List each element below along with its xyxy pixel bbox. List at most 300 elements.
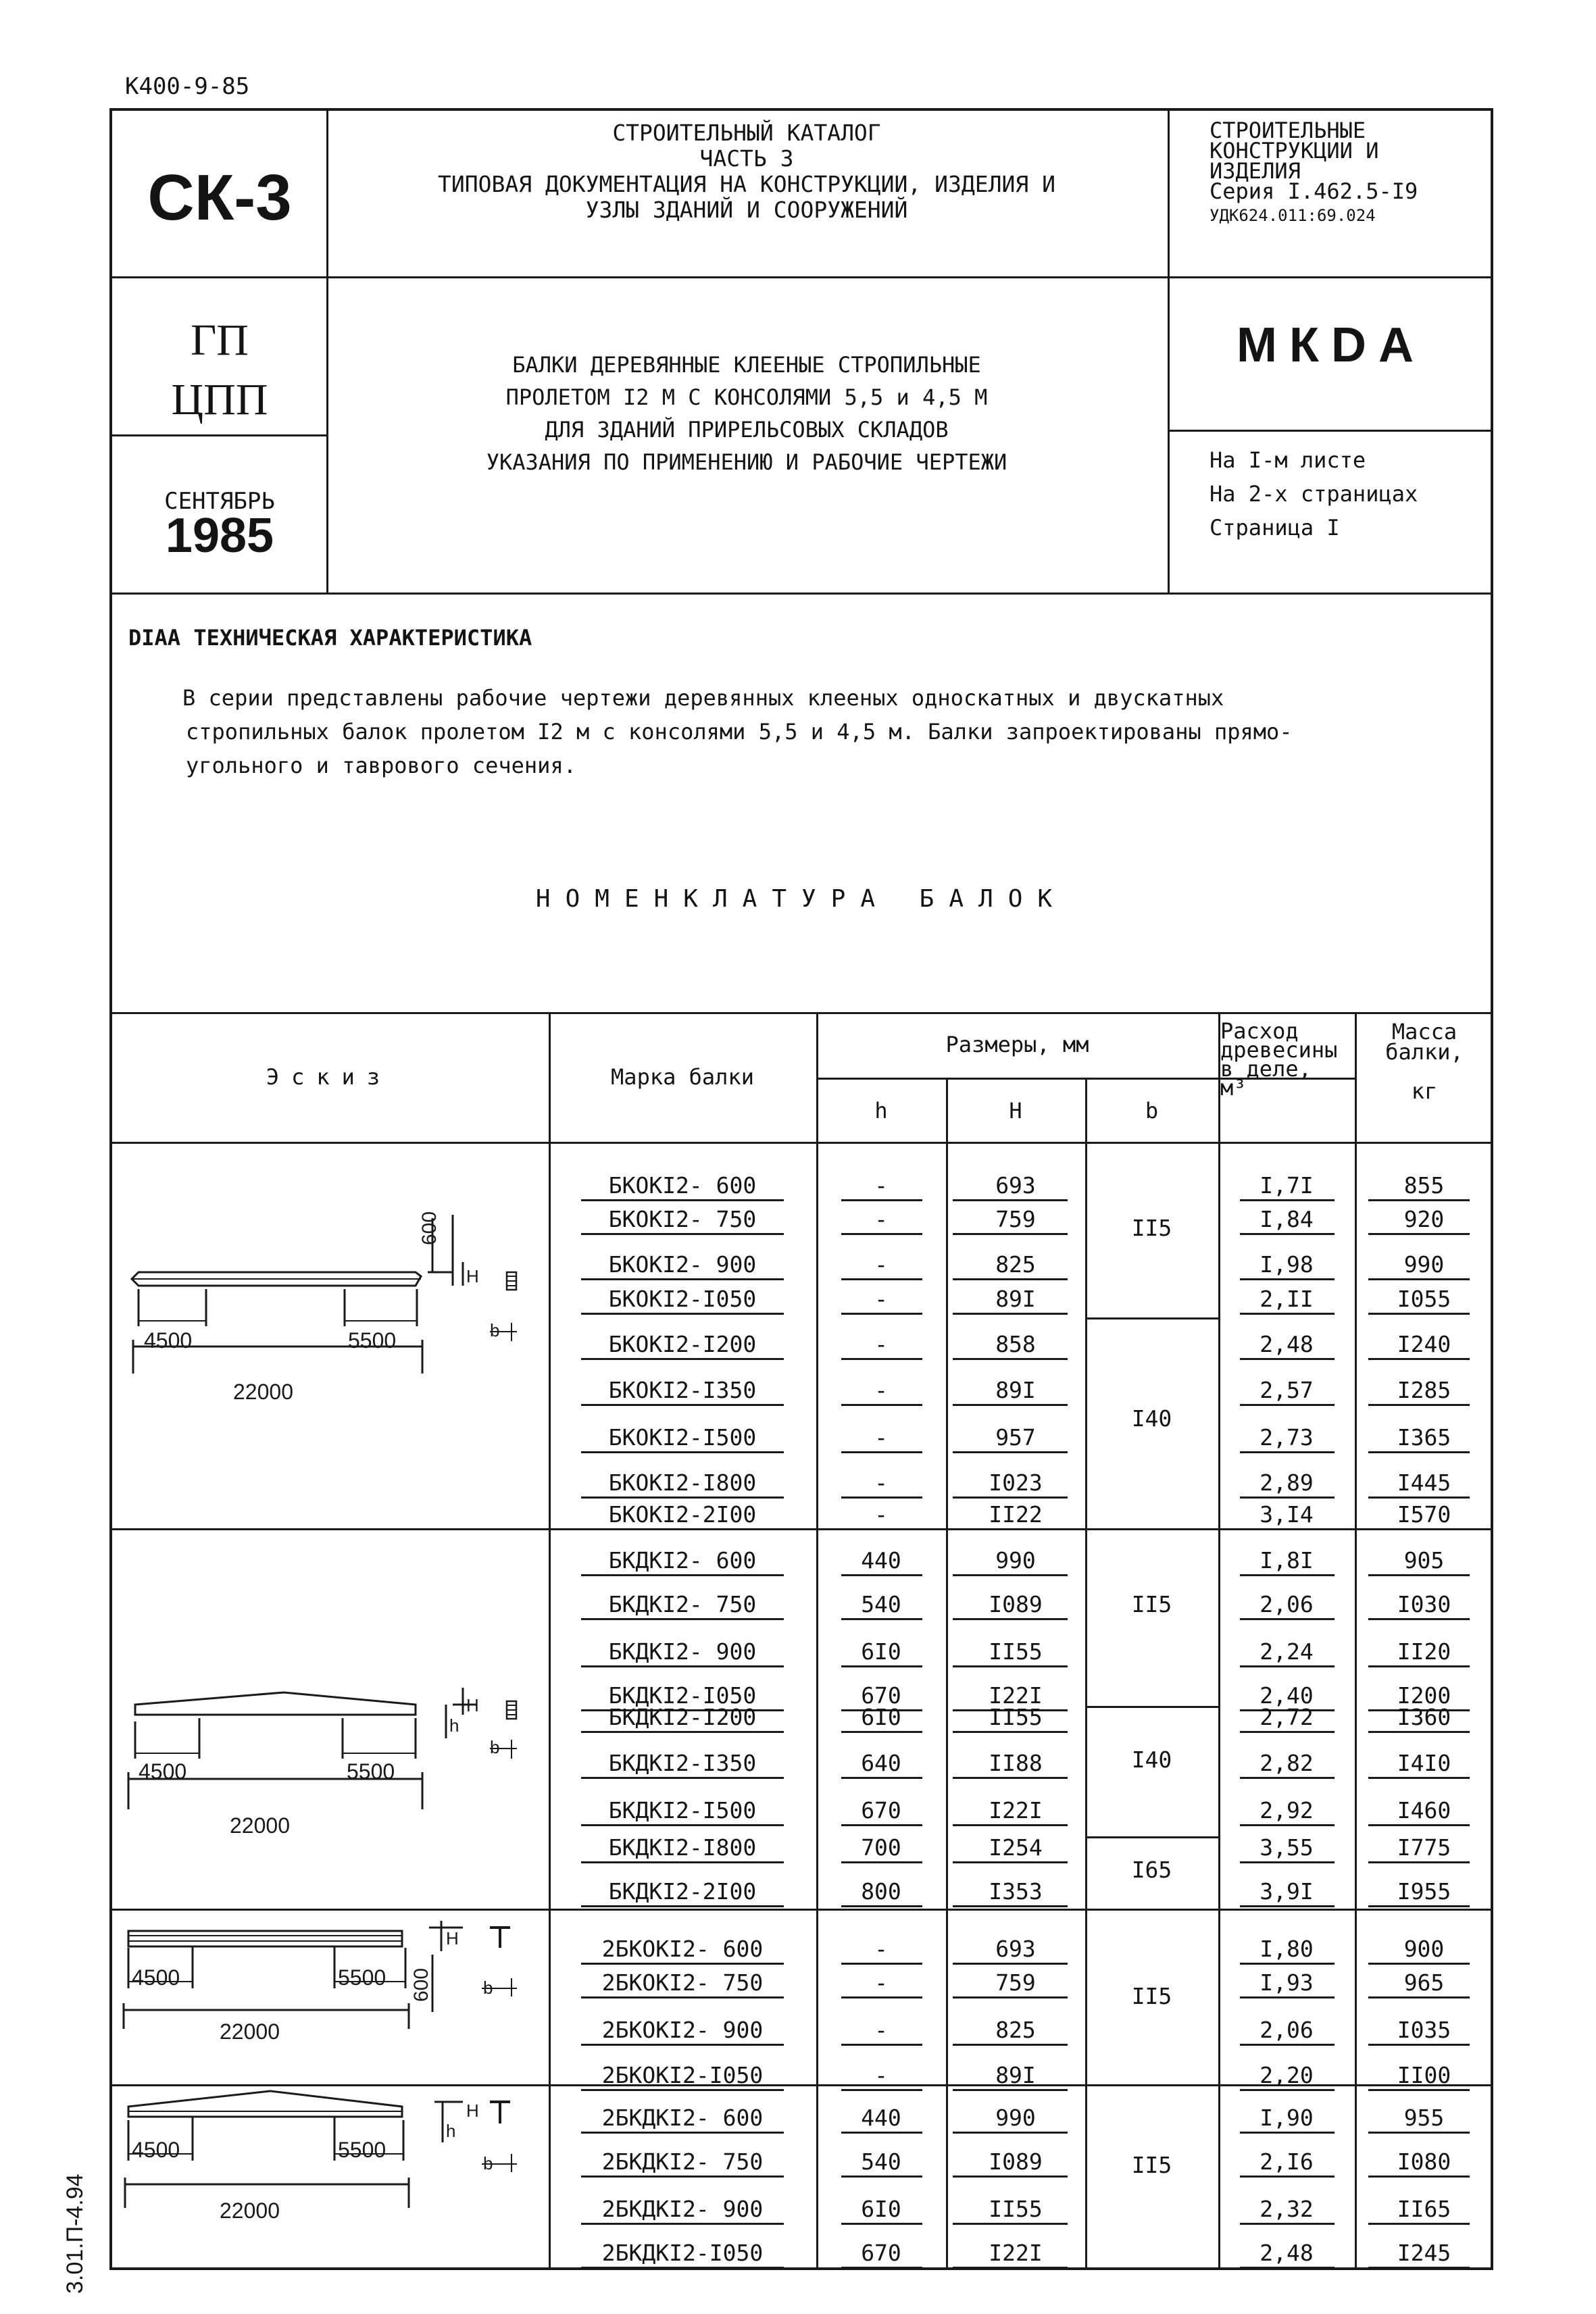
row-rule bbox=[1240, 1824, 1335, 1826]
row-rule bbox=[841, 1574, 922, 1576]
cell-h: 6I0 bbox=[861, 1704, 901, 1730]
row-rule bbox=[1368, 1618, 1470, 1620]
row-rule bbox=[1368, 1404, 1470, 1406]
row-rule bbox=[581, 2132, 784, 2134]
section-heading: DIAA ТЕХНИЧЕСКАЯ ХАРАКТЕРИСТИКА bbox=[128, 625, 532, 651]
cell-h: - bbox=[874, 1251, 888, 1278]
header-volume-3: в деле, bbox=[1220, 1056, 1312, 1082]
row-rule bbox=[953, 2267, 1068, 2269]
catalog-code: МКDA bbox=[1237, 318, 1426, 372]
cell-mass: I4I0 bbox=[1397, 1750, 1451, 1776]
row-rule bbox=[1240, 1574, 1335, 1576]
cell-h: - bbox=[874, 1424, 888, 1451]
row-rule bbox=[841, 1404, 922, 1406]
sheet-line-2: На 2-х страницах bbox=[1210, 481, 1418, 507]
cell-h: 670 bbox=[861, 1797, 901, 1823]
header-b: b bbox=[1145, 1098, 1159, 1124]
cell-h: 640 bbox=[861, 1750, 901, 1776]
cell-h: 800 bbox=[861, 1878, 901, 1905]
title-line-1: БАЛКИ ДЕРЕВЯННЫЕ КЛЕЕНЫЕ СТРОПИЛЬНЫЕ bbox=[512, 352, 981, 378]
row-rule bbox=[953, 1731, 1068, 1733]
cell-H: 89I bbox=[995, 1377, 1036, 1403]
title-line-2: ПРОЛЕТОМ I2 М С КОНСОЛЯМИ 5,5 и 4,5 М bbox=[505, 384, 988, 410]
series-block bbox=[1210, 120, 1480, 226]
row-rule bbox=[841, 1358, 922, 1360]
row-rule bbox=[841, 1665, 922, 1667]
bgroup-rule-2 bbox=[1085, 1706, 1218, 1708]
sketch-4-left: 4500 bbox=[132, 2138, 180, 2162]
row-rule bbox=[581, 1404, 784, 1406]
gp-label bbox=[111, 311, 328, 430]
cell-mass: I200 bbox=[1397, 1682, 1451, 1709]
row-rule bbox=[953, 1777, 1068, 1779]
description-cont bbox=[186, 715, 1456, 782]
cell-mark: БКОКI2-I500 bbox=[608, 1424, 757, 1451]
cell-H: 990 bbox=[995, 2105, 1036, 2131]
cell-volume: 2,72 bbox=[1260, 1704, 1314, 1730]
row-rule bbox=[953, 1199, 1068, 1201]
cell-mass: I080 bbox=[1397, 2148, 1451, 2175]
cell-H: 990 bbox=[995, 1547, 1036, 1574]
cell-H: I22I bbox=[989, 1682, 1043, 1709]
sketch-2-left: 4500 bbox=[139, 1759, 187, 1784]
row-rule bbox=[1368, 1313, 1470, 1315]
udk-code: УДК624.011:69.024 bbox=[1210, 206, 1376, 225]
row-rule bbox=[581, 1905, 784, 1907]
row-rule bbox=[1368, 1824, 1470, 1826]
header-mark: Марка балки bbox=[611, 1064, 754, 1090]
row-rule bbox=[581, 1777, 784, 1779]
sketch-2-beam bbox=[128, 1688, 517, 1809]
header-volume-1: Расход bbox=[1220, 1018, 1299, 1044]
series-line-4: Серия I.462.5-I9 bbox=[1210, 178, 1418, 204]
cell-volume: I,7I bbox=[1260, 1172, 1314, 1199]
cell-mark: 2БКОКI2- 600 bbox=[601, 1936, 764, 1962]
catalog-title bbox=[328, 120, 1166, 223]
row-rule bbox=[581, 1496, 784, 1499]
cell-volume: 2,06 bbox=[1260, 2017, 1314, 2043]
description-line-3: угольного и таврового сечения. bbox=[186, 753, 576, 778]
cell-mass: 955 bbox=[1403, 2105, 1445, 2131]
b-group-5: I65 bbox=[1131, 1857, 1172, 1883]
row-rule bbox=[841, 1233, 922, 1235]
cell-H: 858 bbox=[995, 1331, 1036, 1357]
row-rule bbox=[1240, 1905, 1335, 1907]
header-h: h bbox=[874, 1098, 888, 1124]
cell-mark: 2БКДКI2- 750 bbox=[601, 2148, 764, 2175]
sketch-1-right: 5500 bbox=[348, 1328, 397, 1353]
row-rule bbox=[1368, 2132, 1470, 2134]
row-rule bbox=[1368, 1233, 1470, 1235]
row-rule bbox=[581, 1731, 784, 1733]
cell-volume: I,93 bbox=[1260, 1969, 1314, 1996]
cell-mass: 920 bbox=[1403, 1206, 1445, 1232]
sketch-3-b: b bbox=[483, 1978, 493, 1998]
cell-mark: БКДКI2-2I00 bbox=[608, 1878, 757, 1905]
sketch-3-span: 22000 bbox=[220, 2019, 280, 2044]
cell-H: 89I bbox=[995, 1286, 1036, 1312]
sketch-3-dim: 600 bbox=[410, 1967, 432, 2002]
cell-H: I089 bbox=[989, 2148, 1043, 2175]
cell-H: 825 bbox=[995, 2017, 1036, 2043]
cell-h: - bbox=[874, 1172, 888, 1199]
row-rule bbox=[1240, 2267, 1335, 2269]
cell-H: 825 bbox=[995, 1251, 1036, 1278]
row-rule bbox=[581, 1574, 784, 1576]
cell-mark: 2БКОКI2- 750 bbox=[601, 1969, 764, 1996]
b-group-2: I40 bbox=[1131, 1405, 1172, 1432]
row-rule bbox=[953, 2175, 1068, 2178]
row-rule bbox=[953, 1358, 1068, 1360]
row-rule bbox=[841, 2132, 922, 2134]
row-rule bbox=[1368, 1996, 1470, 1998]
cell-h: 670 bbox=[861, 1682, 901, 1709]
row-rule bbox=[841, 1777, 922, 1779]
b-group-1: II5 bbox=[1131, 1215, 1172, 1241]
row-rule bbox=[1240, 1358, 1335, 1360]
cell-volume: 2,20 bbox=[1260, 2062, 1314, 2088]
cell-mark: 2БКОКI2- 900 bbox=[601, 2017, 764, 2043]
bgroup-rule-1 bbox=[1085, 1317, 1218, 1319]
row-rule bbox=[581, 1665, 784, 1667]
row-rule bbox=[581, 1963, 784, 1965]
cell-mass: 990 bbox=[1403, 1251, 1445, 1278]
cell-h: - bbox=[874, 2062, 888, 2088]
row-rule bbox=[581, 2175, 784, 2178]
row-rule bbox=[953, 1496, 1068, 1499]
header-mass-3: кг bbox=[1411, 1078, 1438, 1104]
header-volume-2: древесины bbox=[1220, 1037, 1338, 1063]
cell-volume: 2,06 bbox=[1260, 1591, 1314, 1617]
cell-volume: 2,57 bbox=[1260, 1377, 1314, 1403]
row-rule bbox=[1240, 2223, 1335, 2225]
row-rule bbox=[581, 1451, 784, 1453]
cell-volume: 3,9I bbox=[1260, 1878, 1314, 1905]
row-rule bbox=[1368, 1777, 1470, 1779]
issue-month: СЕНТЯБРЬ bbox=[164, 488, 275, 515]
cell-mark: БКОКI2-I200 bbox=[608, 1331, 757, 1357]
cell-volume: I,84 bbox=[1260, 1206, 1314, 1232]
sketch-2-b: b bbox=[490, 1737, 500, 1757]
row-rule bbox=[841, 1905, 922, 1907]
row-rule bbox=[841, 1199, 922, 1201]
cell-mark: БКОКI2- 600 bbox=[608, 1172, 757, 1199]
row-rule bbox=[1240, 1313, 1335, 1315]
row-rule bbox=[841, 1824, 922, 1826]
cell-H: 957 bbox=[995, 1424, 1036, 1451]
cell-mark: БКДКI2-I350 bbox=[608, 1750, 757, 1776]
sketch-1-span: 22000 bbox=[233, 1380, 293, 1404]
gp-line-1: ГП bbox=[191, 316, 249, 365]
sketch-3-H: H bbox=[446, 1928, 459, 1948]
sketch-3-left: 4500 bbox=[132, 1965, 180, 1990]
row-rule bbox=[1240, 1963, 1335, 1965]
cell-volume: 3,I4 bbox=[1260, 1501, 1314, 1528]
b-group-4: I40 bbox=[1131, 1746, 1172, 1773]
row-rule bbox=[1368, 1665, 1470, 1667]
catalog-line-3: ТИПОВАЯ ДОКУМЕНТАЦИЯ НА КОНСТРУКЦИИ, ИЗДЕЛИЯ И bbox=[438, 171, 1055, 197]
sketch-4-b: b bbox=[483, 2153, 493, 2173]
cell-h: - bbox=[874, 1331, 888, 1357]
cell-mark: БКДКI2-I050 bbox=[608, 1682, 757, 1709]
row-rule bbox=[1368, 2223, 1470, 2225]
sketch-1-left: 4500 bbox=[144, 1328, 193, 1353]
sketch-4-span: 22000 bbox=[220, 2198, 280, 2223]
table-col-4 bbox=[1085, 1078, 1087, 2270]
row-rule bbox=[1368, 1528, 1470, 1530]
cell-mark: БКДКI2-I200 bbox=[608, 1704, 757, 1730]
sheet-info bbox=[1210, 443, 1418, 545]
cell-mark: 2БКДКI2- 600 bbox=[601, 2105, 764, 2131]
cell-mark: БКОКI2-2I00 bbox=[608, 1501, 757, 1528]
row-rule bbox=[581, 2044, 784, 2046]
sketch-1-b: b bbox=[490, 1320, 500, 1340]
cell-h: - bbox=[874, 1969, 888, 1996]
row-rule bbox=[841, 2089, 922, 2091]
cell-H: I254 bbox=[989, 1834, 1043, 1861]
cell-h: - bbox=[874, 2017, 888, 2043]
row-rule bbox=[581, 1824, 784, 1826]
header-rule-3 bbox=[1168, 430, 1493, 432]
cell-volume: 2,82 bbox=[1260, 1750, 1314, 1776]
cell-h: 540 bbox=[861, 2148, 901, 2175]
row-rule bbox=[1240, 1777, 1335, 1779]
cell-mark: 2БКДКI2- 900 bbox=[601, 2196, 764, 2222]
row-rule bbox=[953, 1618, 1068, 1620]
cell-mass: I285 bbox=[1397, 1377, 1451, 1403]
row-rule bbox=[841, 2267, 922, 2269]
cell-mass: I035 bbox=[1397, 2017, 1451, 2043]
cell-H: 693 bbox=[995, 1936, 1036, 1962]
catalog-line-1: СТРОИТЕЛЬНЫЙ КАТАЛОГ bbox=[612, 120, 881, 146]
header-rule-2 bbox=[109, 434, 326, 436]
row-rule bbox=[581, 1358, 784, 1360]
header-rule-4 bbox=[109, 593, 1493, 595]
row-rule bbox=[1240, 1278, 1335, 1280]
sketch-4-H: H bbox=[466, 2101, 479, 2121]
row-rule bbox=[841, 1996, 922, 1998]
b-group-7: II5 bbox=[1131, 2152, 1172, 2178]
row-rule bbox=[841, 2175, 922, 2178]
cell-mark: БКОКI2-I350 bbox=[608, 1377, 757, 1403]
row-rule bbox=[953, 1905, 1068, 1907]
cell-H: II22 bbox=[989, 1501, 1043, 1528]
cell-mass: II20 bbox=[1397, 1638, 1451, 1665]
sketch-2-span: 22000 bbox=[230, 1813, 290, 1838]
cell-mass: I955 bbox=[1397, 1878, 1451, 1905]
cell-H: I22I bbox=[989, 1797, 1043, 1823]
row-rule bbox=[1240, 1731, 1335, 1733]
row-rule bbox=[1240, 1404, 1335, 1406]
row-rule bbox=[1368, 2175, 1470, 2178]
row-rule bbox=[581, 1861, 784, 1863]
row-rule bbox=[953, 1404, 1068, 1406]
sketch-3-right: 5500 bbox=[338, 1965, 386, 1990]
cell-H: II55 bbox=[989, 2196, 1043, 2222]
header-mass bbox=[1357, 1019, 1492, 1104]
row-rule bbox=[1368, 1199, 1470, 1201]
cell-h: 6I0 bbox=[861, 2196, 901, 2222]
bgroup-rule-3 bbox=[1085, 1836, 1218, 1838]
cell-volume: 2,73 bbox=[1260, 1424, 1314, 1451]
cell-volume: 2,32 bbox=[1260, 2196, 1314, 2222]
catalog-line-2: ЧАСТЬ 3 bbox=[699, 145, 794, 172]
cell-mark: БКОКI2- 750 bbox=[608, 1206, 757, 1232]
row-rule bbox=[841, 1861, 922, 1863]
cell-H: I353 bbox=[989, 1878, 1043, 1905]
row-rule bbox=[1240, 2044, 1335, 2046]
cell-H: 89I bbox=[995, 2062, 1036, 2088]
document-title bbox=[328, 349, 1166, 478]
row-rule bbox=[1368, 1861, 1470, 1863]
row-rule bbox=[953, 1824, 1068, 1826]
row-rule bbox=[1368, 1496, 1470, 1499]
cell-mass: I570 bbox=[1397, 1501, 1451, 1528]
cell-volume: 2,48 bbox=[1260, 1331, 1314, 1357]
row-rule bbox=[1240, 1618, 1335, 1620]
cell-h: - bbox=[874, 1286, 888, 1312]
cell-H: I089 bbox=[989, 1591, 1043, 1617]
sketch-1-dim: 600 bbox=[418, 1211, 441, 1245]
header-rule-1 bbox=[109, 276, 1493, 278]
cell-volume: 2,92 bbox=[1260, 1797, 1314, 1823]
cell-mass: II65 bbox=[1397, 2196, 1451, 2222]
cell-h: 540 bbox=[861, 1591, 901, 1617]
cell-volume: 2,89 bbox=[1260, 1469, 1314, 1496]
row-rule bbox=[953, 2132, 1068, 2134]
title-line-4: УКАЗАНИЯ ПО ПРИМЕНЕНИЮ И РАБОЧИЕ ЧЕРТЕЖИ bbox=[486, 449, 1007, 475]
row-rule bbox=[953, 2089, 1068, 2091]
gp-line-2: ЦПП bbox=[171, 375, 268, 424]
cell-volume: I,8I bbox=[1260, 1547, 1314, 1574]
cell-volume: 2,48 bbox=[1260, 2240, 1314, 2266]
row-rule bbox=[1368, 1358, 1470, 1360]
cell-H: I023 bbox=[989, 1469, 1043, 1496]
row-rule bbox=[1368, 1731, 1470, 1733]
row-rule bbox=[1240, 1233, 1335, 1235]
row-rule bbox=[581, 1233, 784, 1235]
row-rule bbox=[953, 2044, 1068, 2046]
table-top-rule bbox=[109, 1012, 1493, 1014]
cell-mass: I360 bbox=[1397, 1704, 1451, 1730]
cell-mark: БКДКI2-I500 bbox=[608, 1797, 757, 1823]
cell-H: 693 bbox=[995, 1172, 1036, 1199]
beam-sketches bbox=[111, 1144, 547, 2269]
header-H: H bbox=[1009, 1098, 1022, 1124]
row-rule bbox=[1368, 1278, 1470, 1280]
row-rule bbox=[1240, 1451, 1335, 1453]
row-rule bbox=[1368, 1905, 1470, 1907]
sketch-2-h: h bbox=[449, 1715, 459, 1736]
cell-volume: 2,40 bbox=[1260, 1682, 1314, 1709]
header-volume-4: м³ bbox=[1220, 1075, 1247, 1101]
row-rule bbox=[1240, 2132, 1335, 2134]
cell-mark: БКОКI2-I050 bbox=[608, 1286, 757, 1312]
row-rule bbox=[1368, 1451, 1470, 1453]
row-rule bbox=[953, 1278, 1068, 1280]
row-rule bbox=[1240, 1861, 1335, 1863]
row-rule bbox=[581, 1199, 784, 1201]
sketch-2-right: 5500 bbox=[347, 1759, 395, 1784]
cell-mark: БКДКI2-I800 bbox=[608, 1834, 757, 1861]
row-rule bbox=[1240, 1199, 1335, 1201]
row-rule bbox=[841, 1618, 922, 1620]
row-rule bbox=[581, 2223, 784, 2225]
sheet-line-3: Страница I bbox=[1210, 515, 1340, 540]
cell-mass: I030 bbox=[1397, 1591, 1451, 1617]
row-rule bbox=[1240, 2089, 1335, 2091]
cell-h: 670 bbox=[861, 2240, 901, 2266]
cell-mass: 905 bbox=[1403, 1547, 1445, 1574]
cell-h: - bbox=[874, 1377, 888, 1403]
header-dims: Размеры, мм bbox=[945, 1032, 1089, 1057]
row-rule bbox=[953, 1451, 1068, 1453]
cell-mark: 2БКДКI2-I050 bbox=[601, 2240, 764, 2266]
cell-mass: I245 bbox=[1397, 2240, 1451, 2266]
row-rule bbox=[841, 1496, 922, 1499]
row-rule bbox=[841, 2044, 922, 2046]
row-rule bbox=[581, 1313, 784, 1315]
row-rule bbox=[1368, 1963, 1470, 1965]
row-rule bbox=[581, 2089, 784, 2091]
row-rule bbox=[953, 1665, 1068, 1667]
cell-H: I22I bbox=[989, 2240, 1043, 2266]
header-sketch: Эскиз bbox=[266, 1064, 393, 1090]
b-group-3: II5 bbox=[1131, 1591, 1172, 1617]
cell-mark: БКДКI2- 600 bbox=[608, 1547, 757, 1574]
cell-h: 440 bbox=[861, 1547, 901, 1574]
cell-H: 759 bbox=[995, 1206, 1036, 1232]
series-line-3: ИЗДЕЛИЯ bbox=[1210, 158, 1301, 184]
row-rule bbox=[841, 1451, 922, 1453]
cell-mass: I240 bbox=[1397, 1331, 1451, 1357]
series-line-2: КОНСТРУКЦИИ И bbox=[1210, 138, 1379, 164]
cell-mass: 900 bbox=[1403, 1936, 1445, 1962]
row-rule bbox=[1368, 2089, 1470, 2091]
cell-volume: 3,55 bbox=[1260, 1834, 1314, 1861]
b-group-6: II5 bbox=[1131, 1983, 1172, 2009]
row-rule bbox=[1368, 1574, 1470, 1576]
row-rule bbox=[953, 1996, 1068, 1998]
row-rule bbox=[1240, 1665, 1335, 1667]
cell-h: - bbox=[874, 1469, 888, 1496]
cell-h: - bbox=[874, 1936, 888, 1962]
catalog-sk: СК-3 bbox=[147, 161, 292, 234]
cell-mass: I055 bbox=[1397, 1286, 1451, 1312]
title-line-3: ДЛЯ ЗДАНИЙ ПРИРЕЛЬСОВЫХ СКЛАДОВ bbox=[545, 417, 949, 443]
cell-mark: БКДКI2- 750 bbox=[608, 1591, 757, 1617]
issue-year: 1985 bbox=[165, 509, 274, 563]
row-rule bbox=[841, 1313, 922, 1315]
cell-mark: БКОКI2- 900 bbox=[608, 1251, 757, 1278]
cell-mass: 855 bbox=[1403, 1172, 1445, 1199]
cell-h: 440 bbox=[861, 2105, 901, 2131]
row-rule bbox=[1240, 1528, 1335, 1530]
cell-volume: 2,II bbox=[1260, 1286, 1314, 1312]
row-rule bbox=[1368, 2044, 1470, 2046]
cell-mass: 965 bbox=[1403, 1969, 1445, 1996]
row-rule bbox=[953, 1233, 1068, 1235]
row-rule bbox=[581, 1278, 784, 1280]
cell-mass: I460 bbox=[1397, 1797, 1451, 1823]
cell-volume: I,80 bbox=[1260, 1936, 1314, 1962]
row-rule bbox=[841, 2223, 922, 2225]
header-mass-2: балки, bbox=[1385, 1039, 1464, 1065]
cell-volume: 2,24 bbox=[1260, 1638, 1314, 1665]
row-rule bbox=[953, 1574, 1068, 1576]
cell-mark: БКДКI2- 900 bbox=[608, 1638, 757, 1665]
cell-mass: I775 bbox=[1397, 1834, 1451, 1861]
